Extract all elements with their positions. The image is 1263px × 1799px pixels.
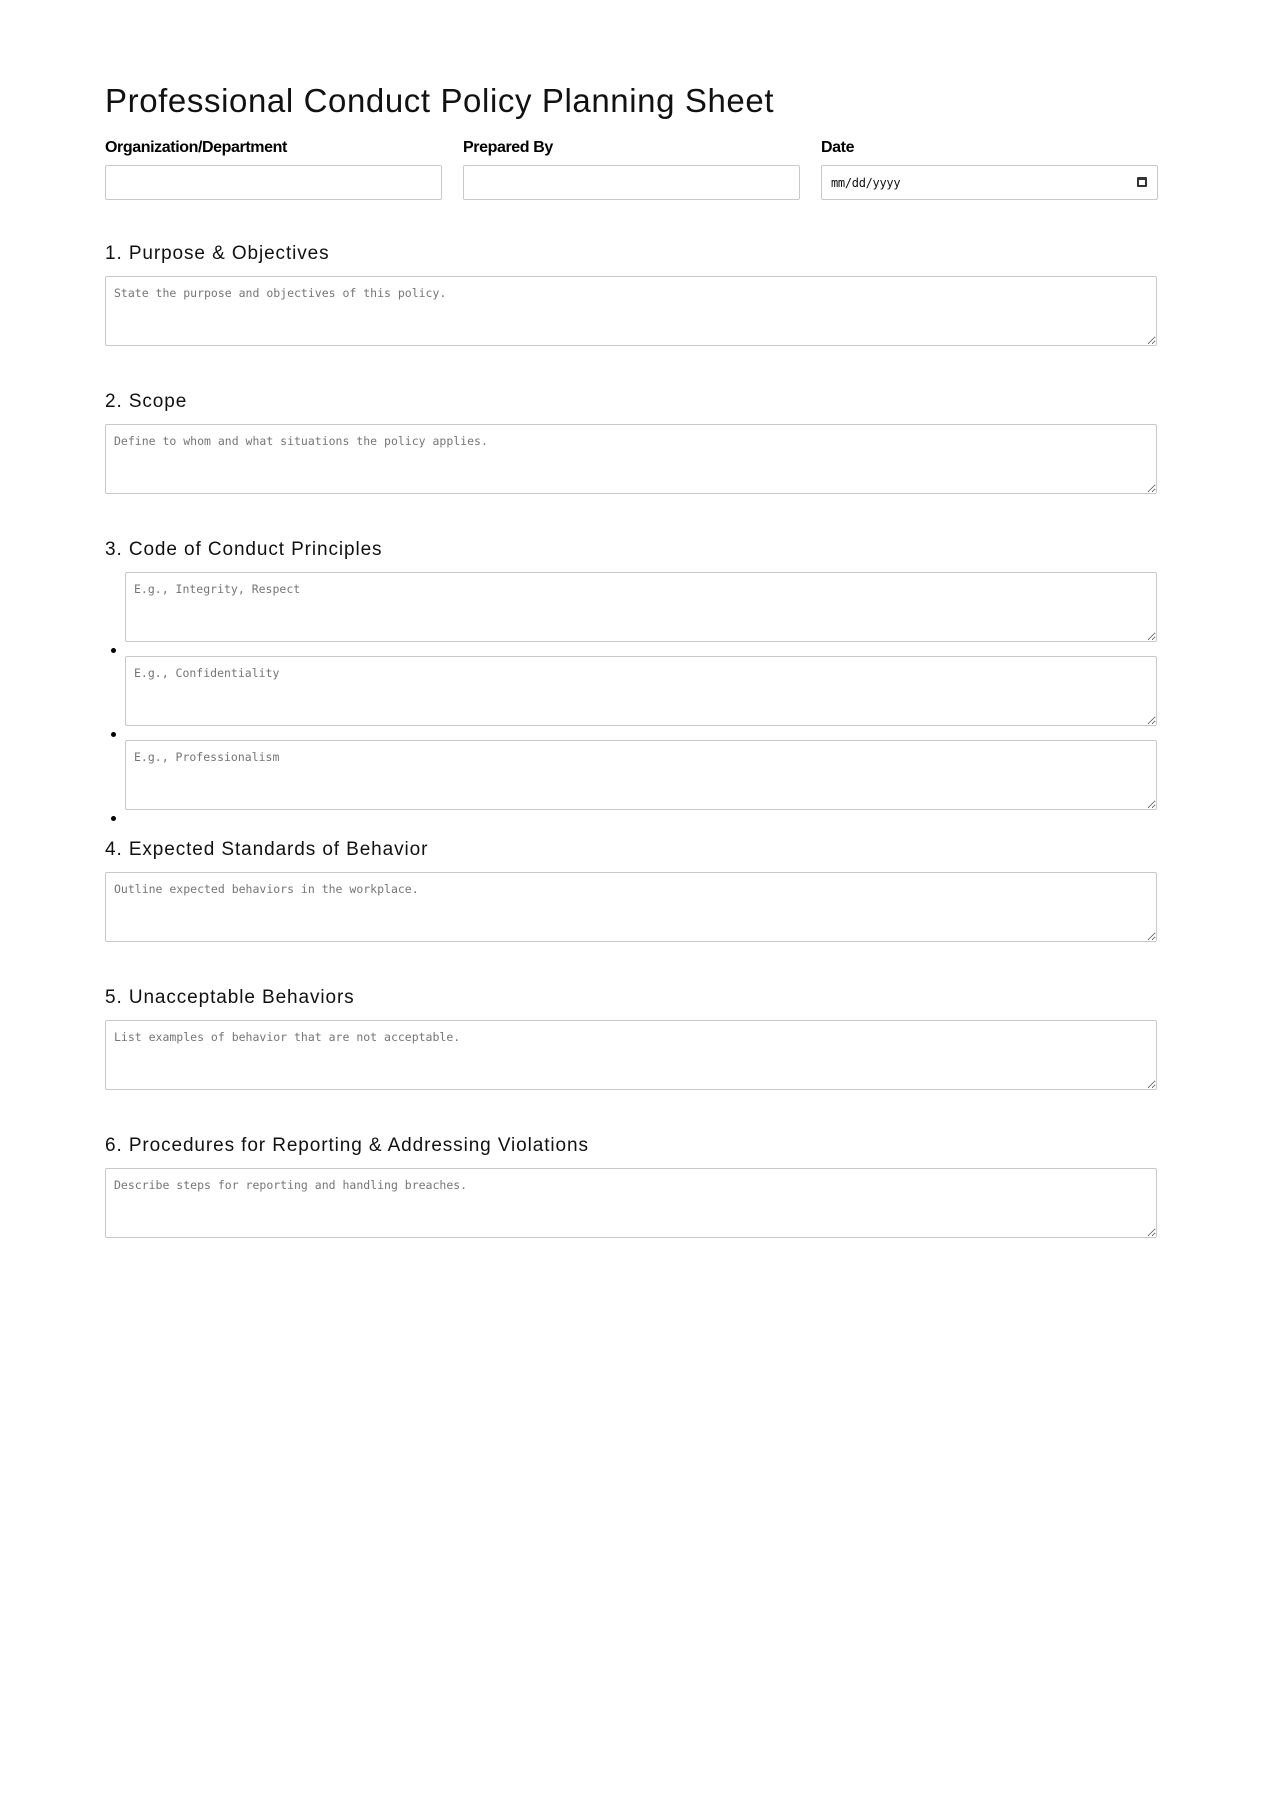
section-purpose-objectives bbox=[105, 242, 1157, 346]
section-code-of-conduct-principles bbox=[105, 538, 1157, 810]
scope-textarea[interactable] bbox=[105, 424, 1157, 494]
principle-textarea-1[interactable] bbox=[125, 572, 1157, 642]
list-item bbox=[125, 740, 1157, 810]
principles-list bbox=[105, 572, 1157, 810]
section-scope bbox=[105, 390, 1157, 494]
prepared-by-field-group bbox=[463, 138, 800, 200]
calendar-icon[interactable] bbox=[1137, 177, 1147, 187]
header-fields-row bbox=[105, 138, 1157, 200]
textarea-wrapper bbox=[105, 276, 1157, 346]
planning-sheet-page bbox=[105, 0, 1157, 1238]
date-placeholder: mm/dd/yyyy bbox=[831, 175, 901, 190]
prepared-by-input[interactable] bbox=[463, 165, 800, 200]
section-heading: 6. Procedures for Reporting & Addressing Violations bbox=[105, 1135, 589, 1156]
textarea-wrapper bbox=[105, 1020, 1157, 1090]
section-heading: 2. Scope bbox=[105, 391, 188, 412]
section-reporting-procedures bbox=[105, 1134, 1157, 1238]
section-heading: 1. Purpose & Objectives bbox=[105, 243, 330, 264]
section-heading: 3. Code of Conduct Principles bbox=[105, 539, 383, 560]
principle-textarea-3[interactable] bbox=[125, 740, 1157, 810]
purpose-objectives-textarea[interactable] bbox=[105, 276, 1157, 346]
expected-standards-textarea[interactable] bbox=[105, 872, 1157, 942]
principle-textarea-2[interactable] bbox=[125, 656, 1157, 726]
bullet-icon bbox=[111, 648, 116, 653]
section-expected-standards bbox=[105, 838, 1157, 942]
date-field-group bbox=[821, 138, 1158, 200]
list-item bbox=[125, 572, 1157, 642]
section-heading: 4. Expected Standards of Behavior bbox=[105, 839, 429, 860]
textarea-wrapper bbox=[105, 424, 1157, 494]
list-item bbox=[125, 656, 1157, 726]
date-input[interactable] bbox=[821, 165, 1158, 200]
reporting-procedures-textarea[interactable] bbox=[105, 1168, 1157, 1238]
unacceptable-behaviors-textarea[interactable] bbox=[105, 1020, 1157, 1090]
section-heading: 5. Unacceptable Behaviors bbox=[105, 987, 355, 1008]
page-title: Professional Conduct Policy Planning Sheet bbox=[105, 82, 775, 119]
section-unacceptable-behaviors bbox=[105, 986, 1157, 1090]
prepared-by-label: Prepared By bbox=[463, 139, 553, 156]
organization-label: Organization/Department bbox=[105, 139, 287, 156]
date-label: Date bbox=[821, 139, 855, 156]
textarea-wrapper bbox=[105, 1168, 1157, 1238]
bullet-icon bbox=[111, 816, 116, 821]
bullet-icon bbox=[111, 732, 116, 737]
textarea-wrapper bbox=[105, 872, 1157, 942]
organization-field-group bbox=[105, 138, 442, 200]
organization-input[interactable] bbox=[105, 165, 442, 200]
